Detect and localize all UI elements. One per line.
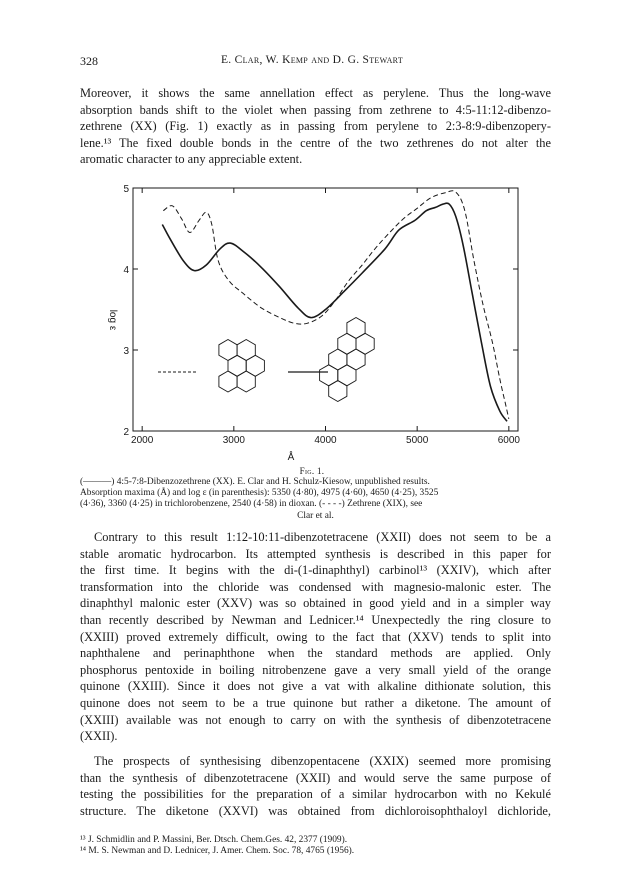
text-line: phosphorus pentoxide in boiling nitrobenzene gave a very small yield of the orange	[80, 662, 551, 677]
y-tick-label: 3	[123, 346, 129, 357]
series-line-zethrene	[163, 191, 509, 419]
text-line: structure. The diketone (XXVI) was obtained from dichloroisophthaloyl dichloride,	[80, 803, 551, 818]
text-line: than the synthesis of dibenzotetracene (XXII) and would serve the same purpose of	[80, 770, 551, 785]
caption-line: (4·36), 3360 (4·25) in trichlorobenzene, 2540 (4·58) in dioxan. (- - - -) Zethrene (XIX), see	[80, 499, 423, 510]
text-line: (XXII).	[80, 729, 118, 744]
footnote: ¹³ J. Schmidlin and P. Massini, Ber. Dtsch. Chem.Ges. 42, 2377 (1909).	[80, 835, 348, 845]
text-line: naphthalene and perinaphthone when the standard methods are applied. Only	[80, 646, 551, 661]
text-line: (XXIII) available was not enough to carry on with the synthesis of dibenzotetracene	[80, 712, 551, 727]
text-line: absorption bands shift to the violet when passing from zethrene to 4:5-11:12-dibenzo-	[80, 102, 551, 117]
benzene-ring	[228, 355, 246, 376]
footnotes	[80, 835, 551, 858]
y-tick-label: 2	[123, 427, 129, 438]
text-line: quinone does not seem to be a true quinone but rather a diketone. The amount of	[80, 695, 551, 710]
text-line: than recently described by Newman and Lednicer.¹⁴ Unexpectedly the ring closure to	[80, 612, 551, 627]
benzene-ring	[320, 365, 338, 386]
x-tick-label: 5000	[406, 435, 429, 446]
text-line: Moreover, it shows the same annellation effect as perylene. Thus the long-wave	[80, 86, 551, 100]
benzene-ring	[329, 381, 347, 402]
text-line: the first time. It begins with the di-(1-dinaphthyl) carbinol¹³ (XXIV), which after	[80, 563, 551, 578]
text-line: quinone (XXIII). Since it does not give a vat with alkaline dithionate solution, this	[80, 679, 551, 694]
benzene-ring	[219, 371, 237, 392]
benzene-ring	[246, 355, 264, 376]
caption-line: Clar et al.	[297, 510, 334, 521]
zethrene-structure	[219, 340, 265, 393]
series-line-dibenzozethrene	[162, 203, 507, 421]
benzene-ring	[338, 333, 356, 354]
benzene-ring	[356, 333, 374, 354]
x-axis	[131, 188, 520, 446]
benzene-ring	[338, 365, 356, 386]
footnote: ¹⁴ M. S. Newman and D. Lednicer, J. Amer. Chem. Soc. 78, 4765 (1956).	[80, 846, 355, 857]
text-line: dinaphthyl malonic ester (XXV) was so obtained in good yield and in a simpler way	[80, 596, 551, 611]
text-line: lene.¹³ The fixed double bonds in the centre of the two zethrenes do not alter the	[80, 135, 551, 150]
x-tick-label: 2000	[131, 435, 154, 446]
text-line: The prospects of synthesising dibenzopentacene (XXIX) seemed more promising	[94, 754, 551, 768]
benzene-ring	[237, 371, 255, 392]
paragraph-3	[80, 753, 551, 819]
y-tick-label: 5	[123, 184, 129, 195]
absorption-spectrum-chart	[88, 180, 533, 465]
x-axis-label: Å	[287, 452, 295, 463]
text-line: aromatic character to any appreciable extent.	[80, 152, 303, 167]
caption-line: Absorption maxima (Å) and log ε (in parenthesis): 5350 (4·80), 4975 (4·60), 4650 (4·25), 3525	[80, 488, 439, 499]
text-line: stable aromatic hydrocarbon. Its attempted synthesis is described in this paper for	[80, 546, 551, 561]
y-axis-label: log ε	[107, 309, 118, 331]
paragraph-1	[80, 85, 551, 168]
y-tick-label: 4	[123, 265, 129, 276]
x-tick-label: 6000	[497, 435, 520, 446]
x-tick-label: 4000	[314, 435, 337, 446]
text-line: (XXIII) proved extremely difficult, owing to the fact that (XXV) tends to split into	[80, 629, 551, 644]
figure-title: Fig. 1.	[299, 466, 325, 476]
running-head: E. Clar, W. Kemp and D. G. Stewart	[220, 54, 404, 66]
figure-caption	[80, 477, 551, 522]
text-line: testing the possibilities for the preparation of a similar hydrocarbon with no Kekulé	[80, 787, 551, 802]
text-line: transformation into the chloride was condensed with magnesio-malonic ester. The	[80, 579, 551, 594]
y-axis	[123, 184, 518, 438]
page-number: 328	[80, 54, 98, 68]
dibenzozethrene-structure	[320, 318, 375, 402]
x-tick-label: 3000	[222, 435, 245, 446]
paragraph-2	[80, 529, 551, 745]
text-line: zethrene (XX) (Fig. 1) exactly as in passing from perylene to 2:3-8:9-dibenzopery-	[80, 119, 551, 134]
text-line: Contrary to this result 1:12-10:11-dibenzotetracene (XXII) does not seem to be a	[94, 530, 551, 544]
caption-line: (———) 4:5-7:8-Dibenzozethrene (XX). E. Clar and H. Schulz-Kiesow, unpublished results.	[80, 477, 430, 487]
